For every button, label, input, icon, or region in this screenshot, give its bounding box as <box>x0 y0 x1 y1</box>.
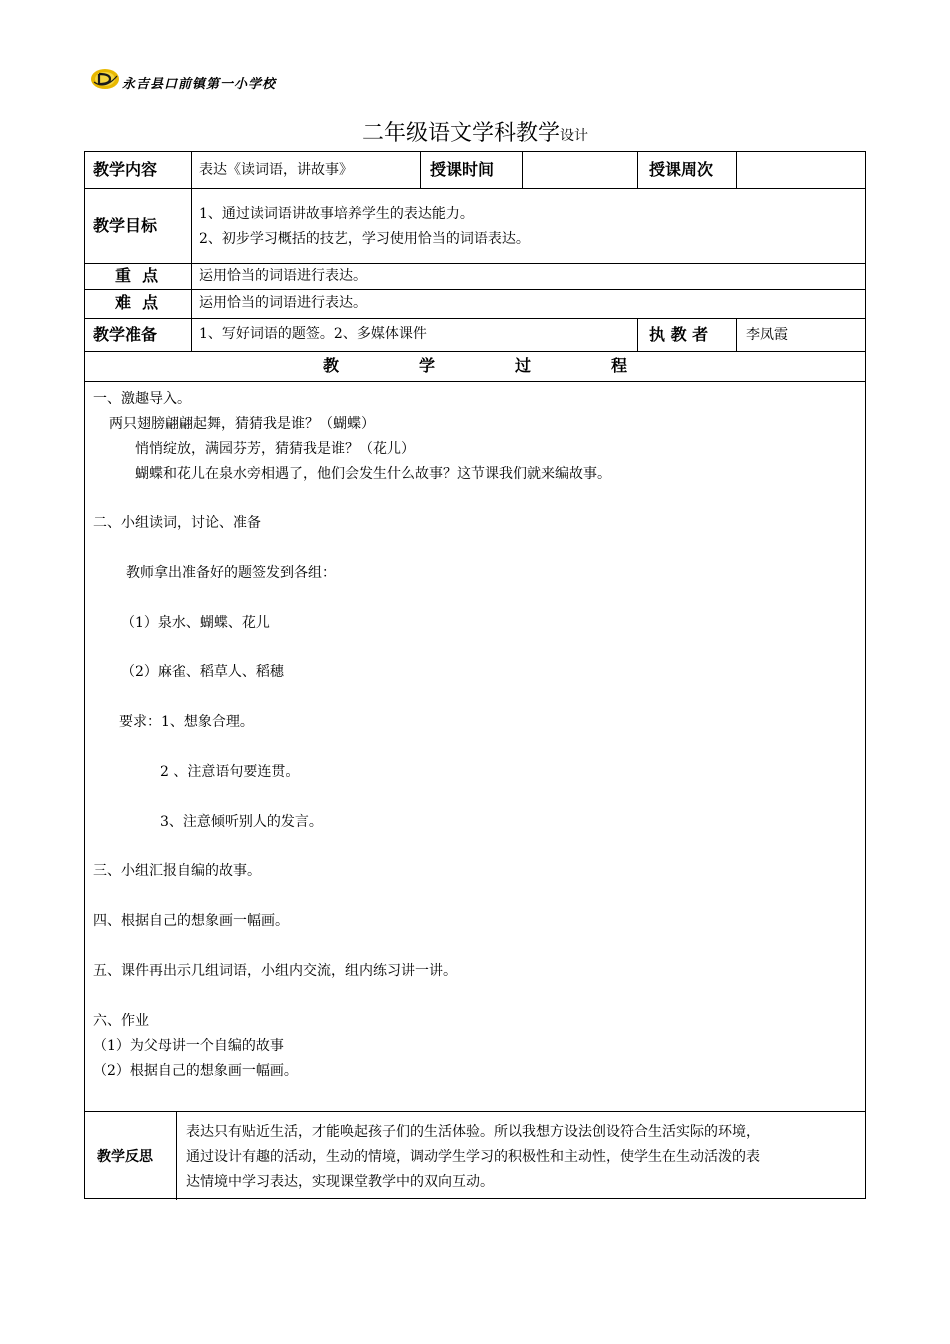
process-line: （1）泉水、蝴蝶、花儿 <box>121 615 270 631</box>
process-line: 悄悄绽放，满园芬芳，猜猜我是谁？（花儿） <box>135 441 415 457</box>
goal-label: 教学目标 <box>93 216 158 235</box>
process-line: （2）麻雀、稻草人、稻穗 <box>121 664 284 680</box>
lesson-plan-table <box>84 151 866 1199</box>
process-heading-char: 教 <box>323 356 340 375</box>
row-divider <box>85 263 865 264</box>
process-line: 要求：1、想象合理。 <box>119 714 254 730</box>
school-name: 永吉县口前镇第一小学校 <box>122 76 277 92</box>
teacher-value: 李凤霞 <box>746 327 788 343</box>
prep-label: 教学准备 <box>93 325 158 344</box>
process-line: 四、根据自己的想象画一幅画。 <box>93 913 289 929</box>
difficulty-value: 运用恰当的词语进行表达。 <box>199 295 367 311</box>
process-line: 两只翅膀翩翩起舞，猜猜我是谁？（蝴蝶） <box>109 416 375 432</box>
goal-line: 1、通过读词语讲故事培养学生的表达能力。 <box>199 206 474 222</box>
teacher-label: 执 教 者 <box>649 325 709 344</box>
row-divider <box>85 318 865 319</box>
content-value: 表达《读词语，讲故事》 <box>199 162 353 178</box>
difficulty-label: 难 点 <box>115 293 159 312</box>
process-line: 2 、注意语句要连贯。 <box>160 764 300 780</box>
col-divider <box>176 1111 177 1200</box>
col-divider <box>522 152 523 188</box>
key-label: 重 点 <box>115 266 159 285</box>
process-line: 二、小组读词，讨论、准备 <box>93 515 261 531</box>
process-heading-char: 学 <box>419 356 436 375</box>
reflection-line: 达情境中学习表达，实现课堂教学中的双向互动。 <box>186 1174 494 1190</box>
row-divider <box>85 188 865 189</box>
process-line: 教师拿出准备好的题签发到各组： <box>126 565 336 581</box>
school-header <box>90 66 276 92</box>
reflection-line: 表达只有贴近生活，才能唤起孩子们的生活体验。所以我想方设法创设符合生活实际的环境， <box>186 1124 760 1140</box>
week-label: 授课周次 <box>649 160 714 179</box>
goal-line: 2、初步学习概括的技艺，学习使用恰当的词语表达。 <box>199 231 530 247</box>
prep-value: 1、写好词语的题签。2、多媒体课件 <box>199 326 427 342</box>
process-line: 3、注意倾听别人的发言。 <box>160 814 323 830</box>
col-divider <box>736 318 737 351</box>
page-title <box>0 116 950 147</box>
time-label: 授课时间 <box>430 160 495 179</box>
reflection-label: 教学反思 <box>97 1149 153 1165</box>
process-line: 三、小组汇报自编的故事。 <box>93 863 261 879</box>
row-divider <box>85 1111 865 1112</box>
col-divider <box>637 318 638 351</box>
title-sub: 设计 <box>560 128 588 144</box>
col-divider <box>637 152 638 188</box>
process-line: （2）根据自己的想象画一幅画。 <box>93 1063 298 1079</box>
row-divider <box>85 289 865 290</box>
school-logo-icon <box>90 68 120 90</box>
process-heading-char: 程 <box>611 356 628 375</box>
process-line: （1）为父母讲一个自编的故事 <box>93 1038 284 1054</box>
row-divider <box>85 381 865 382</box>
key-value: 运用恰当的词语进行表达。 <box>199 268 367 284</box>
process-heading-char: 过 <box>515 356 532 375</box>
title-main: 二年级语文学科教学 <box>361 121 560 146</box>
col-divider <box>736 152 737 188</box>
process-line: 六、作业 <box>93 1013 149 1029</box>
row-divider <box>85 351 865 352</box>
process-line: 蝴蝶和花儿在泉水旁相遇了，他们会发生什么故事？这节课我们就来编故事。 <box>135 466 611 482</box>
col-divider <box>420 152 421 188</box>
process-line: 五、课件再出示几组词语，小组内交流，组内练习讲一讲。 <box>93 963 457 979</box>
reflection-line: 通过设计有趣的活动，生动的情境，调动学生学习的积极性和主动性，使学生在生动活泼的表 <box>186 1149 760 1165</box>
col-divider <box>191 152 192 351</box>
content-label: 教学内容 <box>93 160 158 179</box>
process-line: 一、激趣导入。 <box>93 391 191 407</box>
